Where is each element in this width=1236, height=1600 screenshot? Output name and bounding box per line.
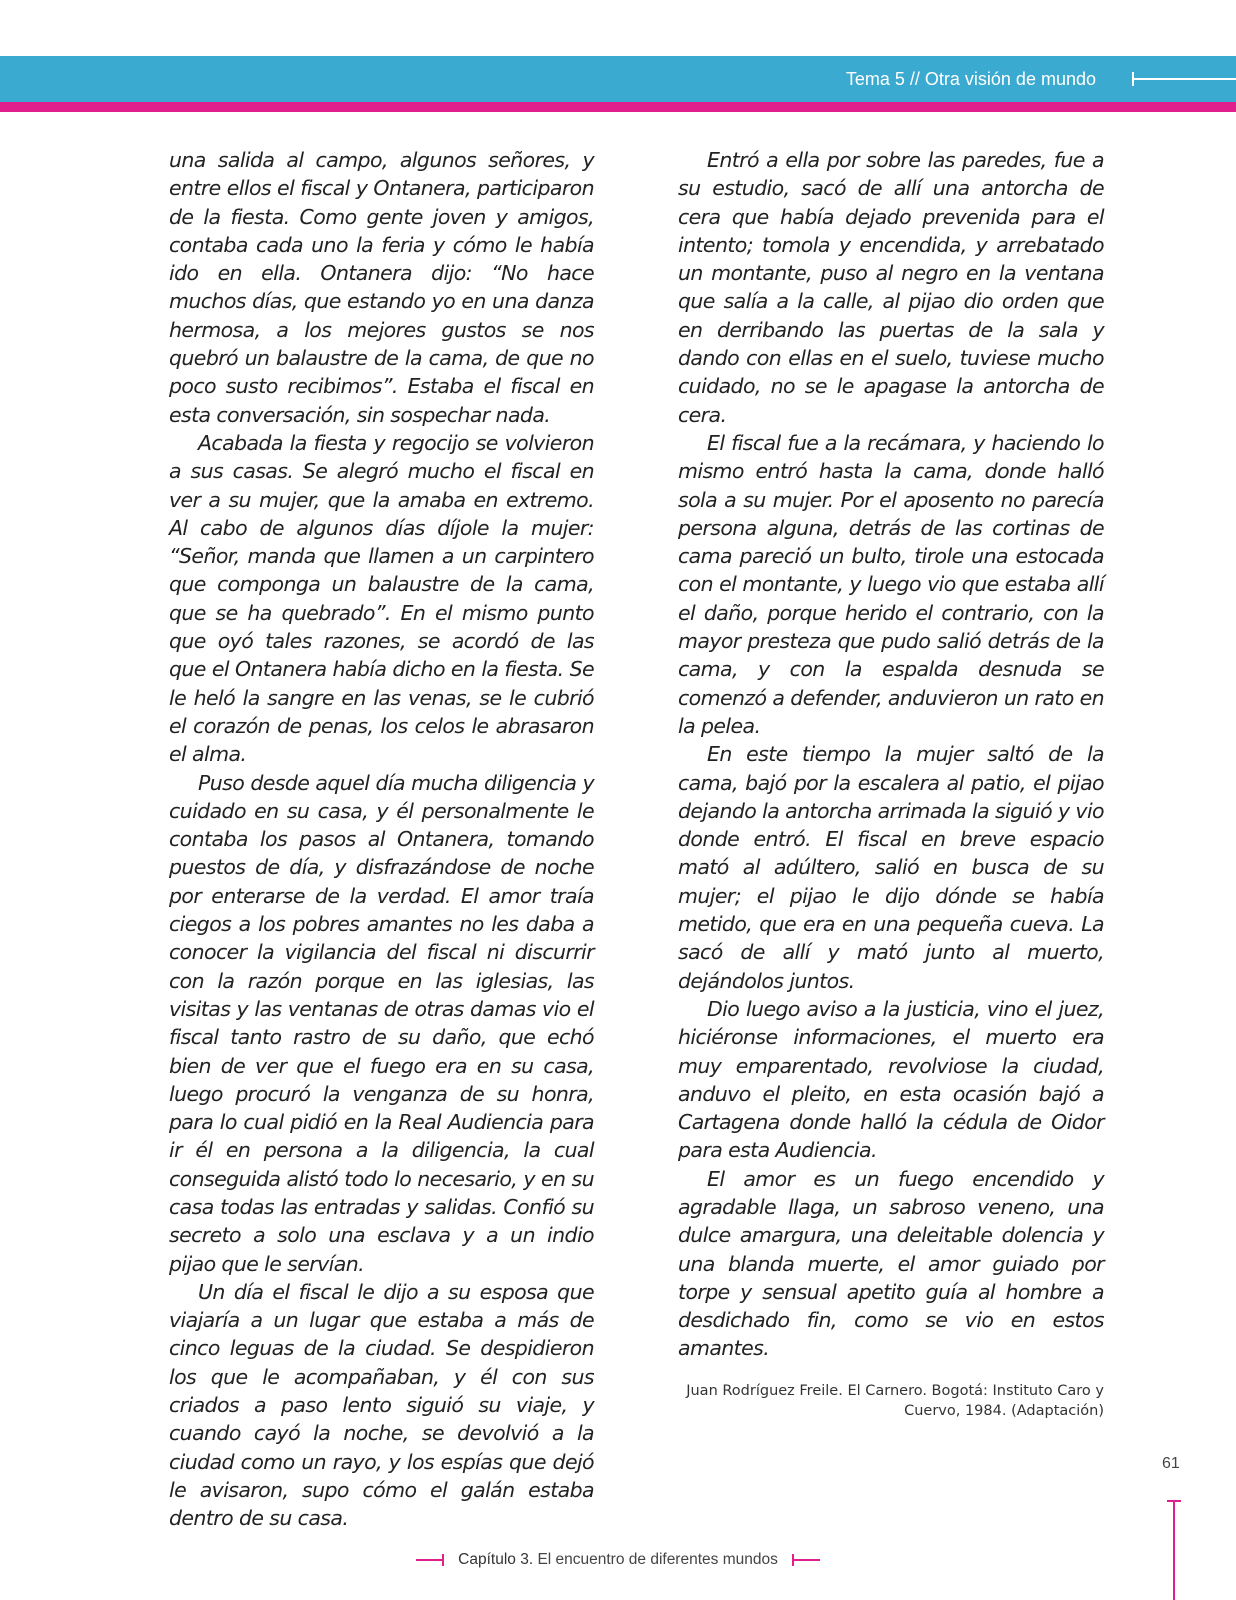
footer-chapter-number: Capítulo 3. xyxy=(458,1551,534,1568)
paragraph: Entró a ella por sobre las paredes, fue a su estudio, sacó de allí una antorcha de cera que había dejado prevenida para el intento; tomola y encendida, y arrebatado un montante, puso al negro en la ventana que salía a la calle, al pijao dio orden que en derribando las puertas de la sala y dando con ellas en el suelo, tuviese mucho cuidado, no se le apagase la antorcha de cera. xyxy=(678,148,1104,427)
right-column xyxy=(678,146,1104,1421)
paragraph: una salida al campo, algunos señores, y entre ellos el fiscal y Ontanera, participaron de la fiesta. Como gente joven y amigos, contaba cada uno la feria y cómo le había ido en ella. Ontanera dijo: “No hace muchos días, que estando yo en una danza hermosa, a los mejores gustos se nos quebró un balaustre de la cama, de que no poco susto recibimos”. Estaba el fiscal en esta conversación, sin sospechar nada. xyxy=(169,148,594,427)
footer xyxy=(0,1551,1236,1569)
paragraph: Dio luego aviso a la justicia, vino el juez, hiciéronse informaciones, el muerto era muy emparentado, revolviose la ciudad, anduvo el pleito, en esta ocasión bajó a Cartagena donde halló la cédula de Oidor para esta Audiencia. xyxy=(678,996,1104,1163)
page-margin-line xyxy=(1173,1500,1175,1600)
footer-chapter-title: El encuentro de diferentes mundos xyxy=(537,1551,778,1568)
section-title: Tema 5 // Otra visión de mundo xyxy=(845,69,1096,89)
header-rule xyxy=(1132,78,1236,80)
paragraph: El fiscal fue a la recámara, y haciendo lo mismo entró hasta la cama, donde halló sola a su mujer. Por el aposento no parecía persona alguna, detrás de las cortinas de cama pareció un bulto, tirole una estocada con el montante, y luego vio que estaba allí el daño, porque herido el contrario, con la mayor presteza que pudo salió detrás de la cama, y con la espalda desnuda se comenzó a defender, anduvieron un rato en la pelea. xyxy=(678,430,1105,738)
source-citation: Juan Rodríguez Freile. El Carnero. Bogotá: Instituto Caro y Cuervo, 1984. (Adaptación) xyxy=(686,1382,1104,1419)
paragraph: Puso desde aquel día mucha diligencia y cuidado en su casa, y él personalmente le contaba los pasos al Ontanera, tomando puestos de día, y disfrazándose de noche por enterarse de la verdad. El amor traía ciegos a los pobres amantes no les daba a conocer la vigilancia del fiscal ni discurrir con la razón porque en las iglesias, las visitas y las ventanas de otras damas vio el fiscal tanto rastro de su daño, que echó bien de ver que el fuego era en su casa, luego procuró la venganza de su honra, para lo cual pidió en la Real Audiencia para ir él en persona a la diligencia, la cual conseguida alistó todo lo necesario, y en su casa todas las entradas y salidas. Confió su secreto a solo una esclava y a un indio pijao que le servían. xyxy=(169,770,594,1276)
paragraph: En este tiempo la mujer saltó de la cama, bajó por la escalera al patio, el pijao dejando la antorcha arrimada la siguió y vio donde entró. El fiscal en breve espacio mató al adúltero, salió en busca de su mujer; el pijao le dijo dónde se había metido, que era en una pequeña cueva. La sacó de allí y mató junto al muerto, dejándolos juntos. xyxy=(678,742,1104,993)
page-number: 61 xyxy=(1162,1455,1180,1472)
header-rule-tick xyxy=(1132,72,1134,86)
header-accent-stripe xyxy=(0,102,1236,112)
footer-right-marker xyxy=(792,1559,820,1561)
paragraph: Un día el fiscal le dijo a su esposa que viajaría a un lugar que estaba a más de cinco leguas de la ciudad. Se despidieron los que le acompañaban, y él con sus criados a paso lento siguió su viaje, y cuando cayó la noche, se devolvió a la ciudad como un rayo, y los espías que dejó le avisaron, supo cómo el galán estaba dentro de su casa. xyxy=(169,1279,594,1531)
paragraph: El amor es un fuego encendido y agradable llaga, un sabroso veneno, una dulce amargura, una deleitable dolencia y una blanda muerte, el amor guiado por torpe y sensual apetito guía al hombre a desdichado fin, como se vio en estos amantes. xyxy=(678,1166,1104,1361)
footer-left-marker xyxy=(416,1559,444,1561)
left-column xyxy=(169,146,594,1533)
page-margin-tick xyxy=(1167,1500,1181,1502)
paragraph: Acabada la fiesta y regocijo se volvieron a sus casas. Se alegró mucho el fiscal en ver a su mujer, que la amaba en extremo. Al cabo de algunos días díjole la mujer: “Señor, manda que llamen a un carpintero que componga un balaustre de la cama, que se ha quebrado”. En el mismo punto que oyó tales razones, se acordó de las que el Ontanera había dicho en la fiesta. Se le heló la sangre en las venas, se le cubrió el corazón de penas, los celos le abrasaron el alma. xyxy=(169,430,594,767)
